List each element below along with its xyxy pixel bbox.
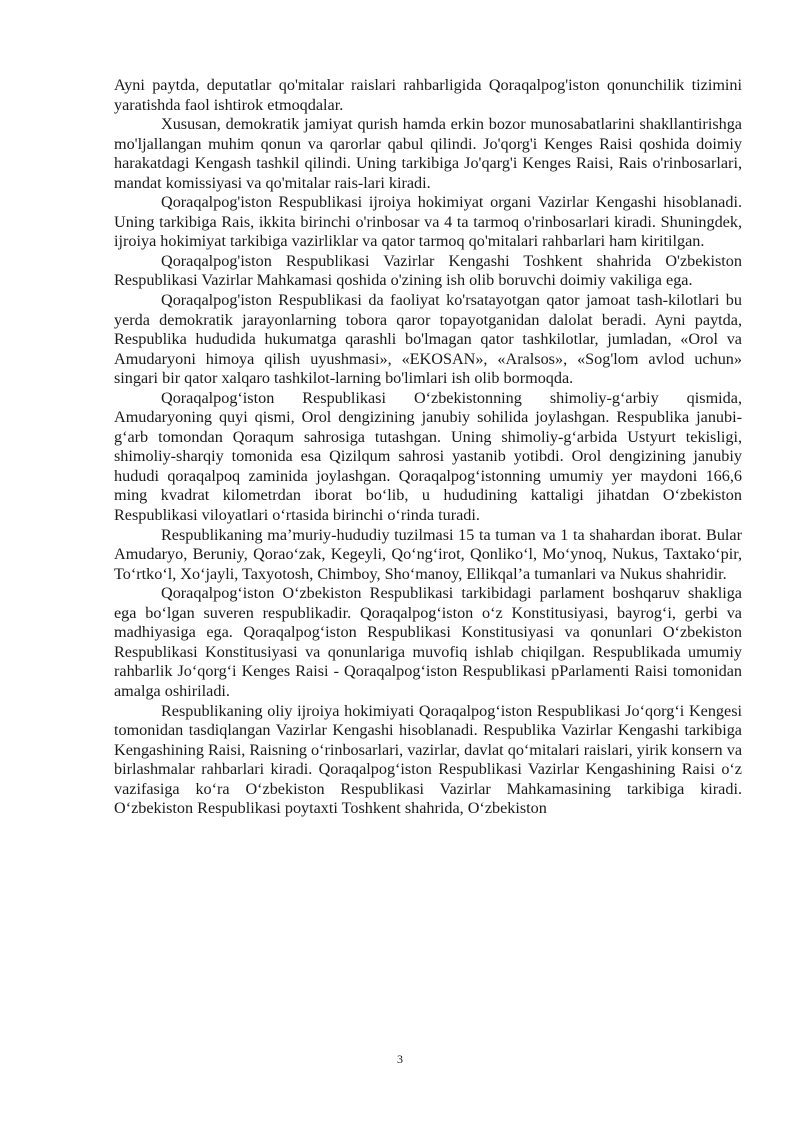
paragraph-1: Ayni paytda, deputatlar qo'mitalar raislari rahbarligida Qoraqalpog'iston qonunchilik tizimini yaratishda faol ishtirok etmoqdalar. [114,76,742,114]
paragraph-2: Xususan, demokratik jamiyat qurish hamda erkin bozor munosabatlarini shakllantirishga mo'ljallangan muhim qonun va qarorlar qabul qilindi. Jo'qorg'i Kenges Raisi qoshida doimiy harakatdagi Kengash tashkil qilindi. Uning tarkibiga Jo'qarg'i Kenges Raisi, Rais o'rinbosarlari, mandat komissiyasi va qo'mitalar rais-lari kiradi. [114,115,742,192]
paragraph-4: Qoraqalpog'iston Respublikasi Vazirlar Kengashi Toshkent shahrida O'zbekiston Respublikasi Vazirlar Mahkamasi qoshida o'zining ish olib boruvchi doimiy vakiliga ega. [114,251,742,290]
paragraph-5: Qoraqalpog'iston Respublikasi da faoliyat ko'rsatayotgan qator jamoat tash-kilotlari bu yerda demokratik jarayonlarning tobora qaror topayotganidan dalolat beradi. Ayni paytda, Respublika hududida hukumatga qarashli bo'lmagan qator tashkilotlar, jumladan, «Orol va Amudaryoni himoya qilish uyushmasi», «EKOSAN», «Aralsos», «Sog'lom avlod uchun» singari bir qator xalqaro tashkilot-larning bo'limlari ish olib bormoqda. [114,291,742,388]
paragraph-8: Qoraqalpog‘iston O‘zbekiston Respublikasi tarkibidagi parlament boshqaruv shakliga ega bo‘lgan suveren respublikadir. Qoraqalpog‘iston o‘z Konstitusiyasi, bayrog‘i, gerbi va madhiyasiga ega. Qoraqalpog‘iston Respublikasi Konstitusiyasi va qonunlari O‘zbekiston Respublikasi Konstitusiyasi va qonunlariga muvofiq ishlab chiqilgan. Respublikada umumiy rahbarlik Jo‘qorg‘i Kenges Raisi - Qoraqalpog‘iston Respublikasi pParlamenti Raisi tomonidan amalga oshiriladi. [114,584,742,700]
paragraph-3: Qoraqalpog'iston Respublikasi ijroiya hokimiyat organi Vazirlar Kengashi hisoblanadi. Uning tarkibiga Rais, ikkita birinchi o'rinbosar va 4 ta tarmoq o'rinbosarlari kiradi. Shuningdek, ijroiya hokimiyat tarkibiga vazirliklar va qator tarmoq qo'mitalari rahbarlari ham kiritilgan. [114,193,742,251]
paragraph-7: Respublikaning ma’muriy-hududiy tuzilmasi 15 ta tuman va 1 ta shahardan iborat. Bular Amudaryo, Beruniy, Qorao‘zak, Kegeyli, Qo‘ng‘irot, Qonliko‘l, Mo‘ynoq, Nukus, Taxtako‘pir, To‘rtko‘l, Xo‘jayli, Taxyotosh, Chimboy, Sho‘manoy, Ellikqal’a tumanlari va Nukus shahridir. [114,525,742,583]
document-body [114,76,742,819]
paragraph-9: Respublikaning oliy ijroiya hokimiyati Qoraqalpog‘iston Respublikasi Jo‘qorg‘i Kengesi tomonidan tasdiqlangan Vazirlar Kengashi hisoblanadi. Respublika Vazirlar Kengashi tarkibiga Kengashining Raisi, Raisning o‘rinbosarlari, vazirlar, davlat qo‘mitalari raislari, yirik konsern va birlashmalar rahbarlari kiradi. Qoraqalpog‘iston Respublikasi Vazirlar Kengashining Raisi o‘z vazifasiga ko‘ra O‘zbekiston Respublikasi Vazirlar Mahkamasining tarkibiga kiradi. O‘zbekiston Respublikasi poytaxti Toshkent shahrida, O‘zbekiston [114,701,742,818]
paragraph-6: Qoraqalpog‘iston Respublikasi O‘zbekistonning shimoliy-g‘arbiy qismida, Amudaryoning quyi qismi, Orol dengizining janubiy sohilida joylashgan. Respublika janubi-g‘arb tomondan Qoraqum sahrosiga tutashgan. Uning shimoliy-g‘arbida Ustyurt tekisligi, shimoliy-sharqiy tomonida esa Qizilqum sahrosi yastanib yotibdi. Orol dengizining janubiy hududi qoraqalpoq zaminida joylashgan. Qoraqalpog‘istonning umumiy yer maydoni 166,6 ming kvadrat kilometrdan iborat bo‘lib, u hududining kattaligi jihatdan O‘zbekiston Respublikasi viloyatlari o‘rtasida birinchi o‘rinda turadi. [114,388,742,525]
page-number: 3 [397,1052,403,1066]
